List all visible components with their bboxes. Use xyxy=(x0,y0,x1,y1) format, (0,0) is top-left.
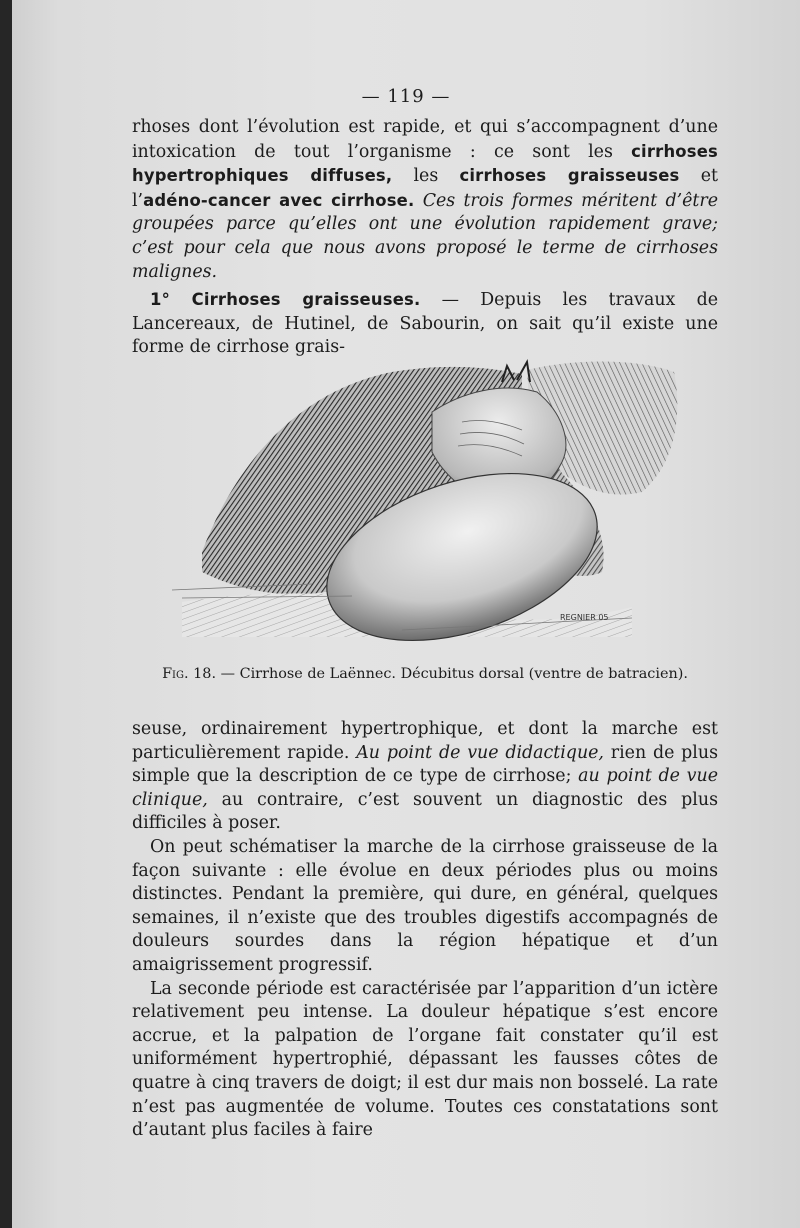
text: rien de plus simple que la description de ce type de cirrhose; xyxy=(132,742,718,787)
text xyxy=(414,191,422,211)
text: — Depuis les travaux de Lancereaux, de Hutinel, de Sabourin, on sait qu’il existe une forme de cirrhose grais- xyxy=(132,290,718,358)
paragraph-seconde-periode: La seconde période est caractérisée par l’apparition d’un ictère relativement peu intense. La douleur hépatique s’est encore accrue, et la palpation de l’organe fait constater qu’il est uniformément hypertrophié, dépassant les fausses côtes de quatre à cinq travers de doigt; il est dur mais non bosselé. La rate n’est pas augmentée de volume. Toutes ces constatations sont d’autant plus faciles à faire xyxy=(132,978,718,1141)
artist-signature: REGNIER 05 xyxy=(560,613,609,622)
paragraph-seuse xyxy=(132,718,718,1143)
paragraph-cirrhoses-graisseuses xyxy=(132,288,718,360)
text: et l’ xyxy=(132,166,718,211)
text: seuse, ordinairement hypertrophique, et dont la marche est particulièrement rapide. xyxy=(132,719,718,763)
section-heading: 1° Cirrhoses graisseuses. xyxy=(150,290,421,309)
book-page xyxy=(12,0,800,1228)
italic-text: au point de vue clinique, xyxy=(132,766,718,810)
page-number: — 119 — xyxy=(361,86,451,107)
italic-text: Ces trois formes méritent d’être groupées parce qu’elles ont une évolution rapidement grave; c’est pour cela que nous avons proposé le terme de cirrhoses malignes. xyxy=(132,190,719,282)
bold-term: cirrhoses hypertrophiques diffuses, xyxy=(132,141,718,186)
caption-text: — Cirrhose de Laënnec. Décubitus dorsal (ventre de batracien). xyxy=(216,666,688,682)
text: au contraire, c’est souvent un diagnostic des plus difficiles à poser. xyxy=(132,789,718,834)
text: rhoses dont l’évolution est rapide, et qui s’accompagnent d’une intoxication de tout l’organisme : ce sont les xyxy=(132,117,718,162)
figure-illustration xyxy=(162,352,682,642)
bold-term: adéno-cancer avec cirrhose. xyxy=(143,190,415,210)
figure-label: Fig. 18. xyxy=(162,666,217,682)
text: les xyxy=(392,166,460,187)
italic-text: Au point de vue didactique, xyxy=(356,742,604,763)
paragraph-schema: On peut schématiser la marche de la cirrhose graisseuse de la façon suivante : elle évolue en deux périodes plus ou moins distinctes. Pendant la première, qui dure, en général, quelques semaines, il n’existe que des troubles digestifs accompagnés de douleurs sourdes dans la région hépatique et d’un amaigrissement progressif. xyxy=(132,836,718,975)
bold-term: cirrhoses graisseuses xyxy=(459,166,680,186)
figure-caption xyxy=(132,666,718,682)
engraving-illustration xyxy=(162,352,682,642)
paragraph-intro xyxy=(132,116,718,284)
